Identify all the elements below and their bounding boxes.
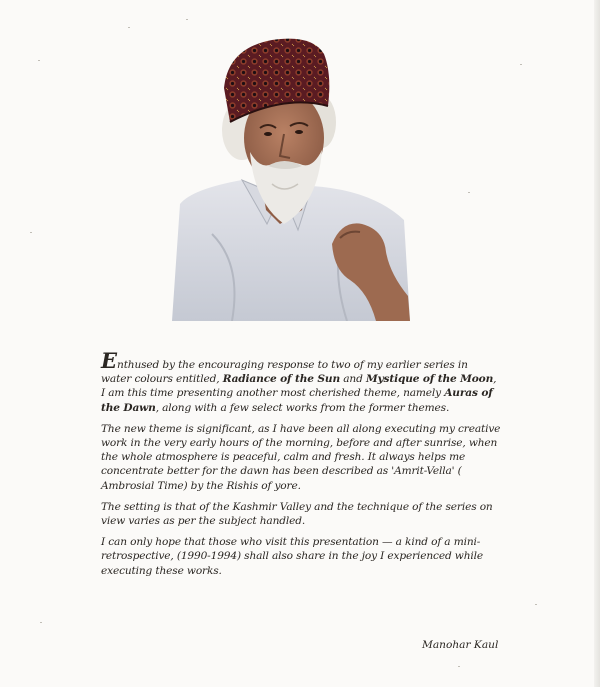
statement-paragraph-3: The setting is that of the Kashmir Valley and the technique of the series on view varies as per the subject handled. <box>101 500 493 528</box>
statement-paragraph-2: The new theme is significant, as I have been all along executing my creative work in the very early hours of the morning, before and after sunrise, when the whole atmosphere is peaceful, calm and fresh. It always helps me concentrate better for the dawn has been described as 'Amrit-Vella' ( Ambrosial Time) by the Rishis of yore. <box>101 422 501 492</box>
statement-paragraph-4: I can only hope that those who visit this presentation — a kind of a mini-retrospective, (1990-1994) shall also share in the joy I experienced while executing these works. <box>101 536 483 577</box>
series-title-mystique: Mystique of the Moon <box>365 373 494 386</box>
paper-speck <box>40 622 42 623</box>
p1-text-1: nthused by the encouraging response to two of my earlier series in water colours entitled, <box>101 359 468 386</box>
paper-speck <box>38 60 40 61</box>
series-title-radiance: Radiance of the Sun <box>222 373 341 386</box>
artist-portrait <box>172 34 410 321</box>
page-edge <box>594 0 600 687</box>
paper-speck <box>30 232 32 233</box>
artist-statement <box>101 348 501 585</box>
p1-text-3: , I am this time presenting another most cherished theme, namely <box>101 373 497 400</box>
p1-text-2: and <box>340 373 366 386</box>
paper-speck <box>128 27 130 28</box>
paper-speck <box>520 64 522 65</box>
paper-speck <box>458 666 460 667</box>
signature: Manohar Kaul <box>422 639 499 651</box>
artist-portrait-image <box>172 34 410 321</box>
paper-speck <box>535 604 537 605</box>
paper-speck <box>186 19 188 20</box>
dropcap-letter: E <box>101 348 118 373</box>
statement-paragraph-1 <box>101 348 501 415</box>
p1-text-4: , along with a few select works from the former themes. <box>155 401 450 414</box>
series-title-auras: Auras of the Dawn <box>101 387 493 414</box>
paper-speck <box>468 192 470 193</box>
